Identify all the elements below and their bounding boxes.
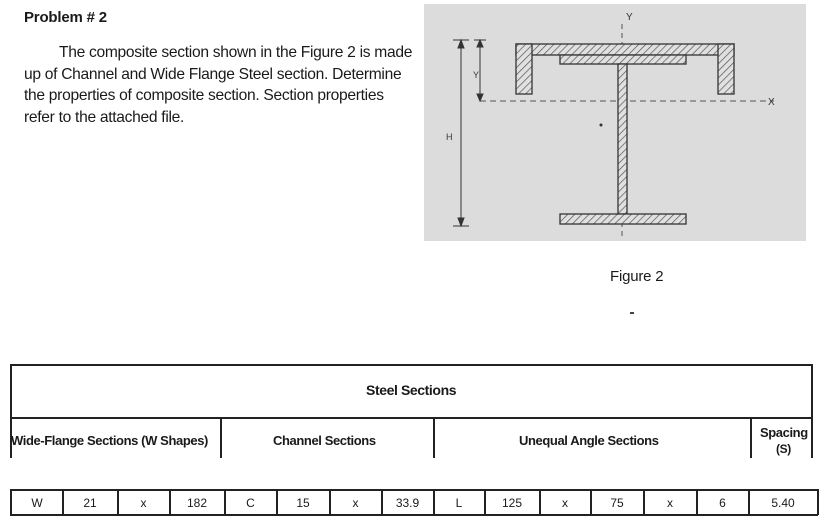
problem-title: Problem # 2 — [24, 9, 107, 26]
cell-spacing: 5.40 — [771, 496, 795, 510]
header-channel: Channel Sections — [273, 433, 376, 448]
height-label: H — [446, 132, 453, 142]
cell-shape-c: C — [246, 496, 255, 510]
cell-shape-l: L — [455, 496, 463, 510]
header-spacing: Spacing — [760, 425, 808, 440]
table-title: Steel Sections — [366, 382, 457, 398]
cell-l-thickness: 6 — [719, 496, 726, 510]
cell-w-depth: 21 — [83, 496, 97, 510]
cell-l-short-leg: 75 — [610, 496, 624, 510]
header-unequal-angle: Unequal Angle Sections — [519, 433, 659, 448]
y-axis-label: Y — [626, 12, 633, 23]
caption-mark — [630, 312, 634, 314]
header-spacing-symbol: (S) — [776, 442, 791, 456]
cell-c-depth: 15 — [296, 496, 310, 510]
cell-x: x — [562, 496, 568, 510]
header-wide-flange: Wide-Flange Sections (W Shapes) — [11, 433, 208, 448]
cell-w-weight: 182 — [186, 496, 208, 510]
x-axis-label: X — [768, 97, 775, 108]
y-bar-label: Y — [473, 70, 480, 80]
centroid-dot — [600, 124, 603, 127]
cell-c-weight: 33.9 — [395, 496, 420, 510]
figure-2-composite-section — [424, 4, 806, 241]
cell-shape-w: W — [31, 496, 43, 510]
cell-x: x — [140, 496, 147, 510]
problem-description: The composite section shown in the Figure 2 is made up of Channel and Wide Flange Steel section. Determine the properties of composite section. Section properties refer to the attached file. — [24, 44, 413, 126]
cell-x: x — [667, 496, 673, 510]
figure-caption: Figure 2 — [610, 268, 664, 285]
cell-l-long-leg: 125 — [501, 496, 523, 510]
cell-x: x — [352, 496, 359, 510]
